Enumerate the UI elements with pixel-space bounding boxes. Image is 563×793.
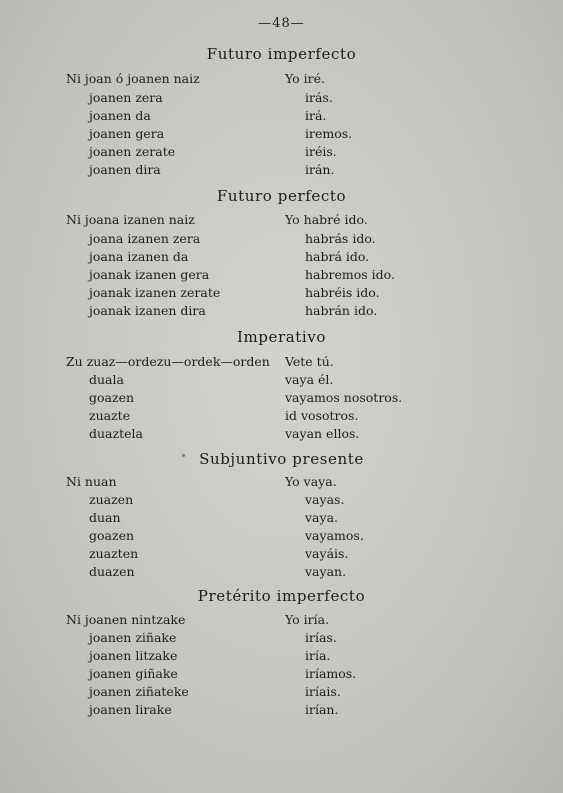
section-heading-futuro-perfecto: Futuro perfecto (216, 187, 347, 205)
spanish-form: habremos ido. (305, 267, 395, 282)
spanish-form: habrá ido. (305, 249, 370, 264)
conjugation-row (0, 162, 563, 180)
conjugation-row (0, 303, 563, 321)
spanish-form: vayas. (305, 492, 345, 507)
conjugation-row (0, 528, 563, 546)
spanish-form: Yo vaya. (285, 474, 337, 489)
spanish-form: irán. (305, 162, 335, 177)
conjugation-row (0, 612, 563, 630)
conjugation-row (0, 71, 563, 89)
basque-form: goazen (89, 390, 135, 405)
basque-form: zuazten (89, 546, 139, 561)
spanish-form: iremos. (305, 126, 353, 141)
conjugation-row (0, 90, 563, 108)
spanish-form: iríamos. (305, 666, 357, 681)
spanish-form: vaya él. (285, 372, 334, 387)
spanish-form: vayamos. (305, 528, 364, 543)
conjugation-row (0, 510, 563, 528)
basque-form: joanen dira (89, 162, 161, 177)
conjugation-row (0, 684, 563, 702)
section-heading-imperativo: Imperativo (236, 328, 327, 346)
basque-form: joanen ziñateke (89, 684, 189, 699)
basque-form: duazen (89, 564, 135, 579)
basque-form: duala (89, 372, 124, 387)
basque-form: zuazen (89, 492, 134, 507)
basque-form: joanen litzake (89, 648, 178, 663)
spanish-form: Vete tú. (285, 354, 334, 369)
conjugation-row (0, 212, 563, 230)
conjugation-row (0, 408, 563, 426)
conjugation-row (0, 426, 563, 444)
basque-form: Ni joanen nintzake (66, 612, 186, 627)
ink-speck (182, 454, 185, 457)
conjugation-row (0, 564, 563, 582)
basque-form: Ni joan ó joanen naiz (66, 71, 200, 86)
section-heading-futuro-imperfecto: Futuro imperfecto (206, 45, 357, 63)
conjugation-row (0, 249, 563, 267)
spanish-form: vayan ellos. (285, 426, 360, 441)
spanish-form: irás. (305, 90, 333, 105)
basque-form: goazen (89, 528, 135, 543)
basque-form: joana izanen da (89, 249, 189, 264)
spanish-form: Yo iré. (285, 71, 326, 86)
spanish-form: iría. (305, 648, 331, 663)
conjugation-row (0, 648, 563, 666)
spanish-form: Yo iría. (285, 612, 330, 627)
basque-form: joanen giñake (89, 666, 178, 681)
page-number: —48— (258, 16, 305, 31)
spanish-form: irías. (305, 630, 337, 645)
conjugation-row (0, 126, 563, 144)
section-heading-subjuntivo-presente: Subjuntivo presente (199, 450, 364, 468)
conjugation-row (0, 285, 563, 303)
spanish-form: habrán ido. (305, 303, 378, 318)
spanish-form: Yo habré ido. (285, 212, 368, 227)
conjugation-row (0, 546, 563, 564)
spanish-form: vayáis. (305, 546, 349, 561)
spanish-form: iréis. (305, 144, 337, 159)
section-heading-preterito-imperfecto: Pretérito imperfecto (197, 587, 366, 605)
basque-form: duan (89, 510, 121, 525)
basque-form: joanen da (89, 108, 151, 123)
basque-form: joanen gera (89, 126, 165, 141)
conjugation-row (0, 354, 563, 372)
basque-form: joana izanen zera (89, 231, 201, 246)
basque-form: joanen lirake (89, 702, 172, 717)
spanish-form: vayan. (305, 564, 347, 579)
basque-form: joanen zera (89, 90, 163, 105)
spanish-form: irá. (305, 108, 327, 123)
conjugation-row (0, 144, 563, 162)
conjugation-row (0, 108, 563, 126)
conjugation-row (0, 267, 563, 285)
basque-form: joanak izanen gera (89, 267, 210, 282)
basque-form: joanak izanen dira (89, 303, 206, 318)
basque-form: joanen ziñake (89, 630, 177, 645)
conjugation-row (0, 702, 563, 720)
spanish-form: irían. (305, 702, 339, 717)
conjugation-row (0, 372, 563, 390)
conjugation-row (0, 231, 563, 249)
spanish-form: id vosotros. (285, 408, 359, 423)
conjugation-row (0, 474, 563, 492)
basque-form: joanen zerate (89, 144, 176, 159)
spanish-form: iríais. (305, 684, 341, 699)
spanish-form: habréis ido. (305, 285, 380, 300)
conjugation-row (0, 492, 563, 510)
basque-form: Zu zuaz—ordezu—ordek—orden (66, 354, 270, 369)
conjugation-row (0, 390, 563, 408)
conjugation-row (0, 630, 563, 648)
conjugation-row (0, 666, 563, 684)
basque-form: Ni nuan (66, 474, 117, 489)
basque-form: joanak izanen zerate (89, 285, 221, 300)
spanish-form: vaya. (305, 510, 339, 525)
basque-form: Ni joana izanen naiz (66, 212, 195, 227)
spanish-form: habrás ido. (305, 231, 376, 246)
spanish-form: vayamos nosotros. (285, 390, 403, 405)
basque-form: duaztela (89, 426, 143, 441)
basque-form: zuazte (89, 408, 131, 423)
